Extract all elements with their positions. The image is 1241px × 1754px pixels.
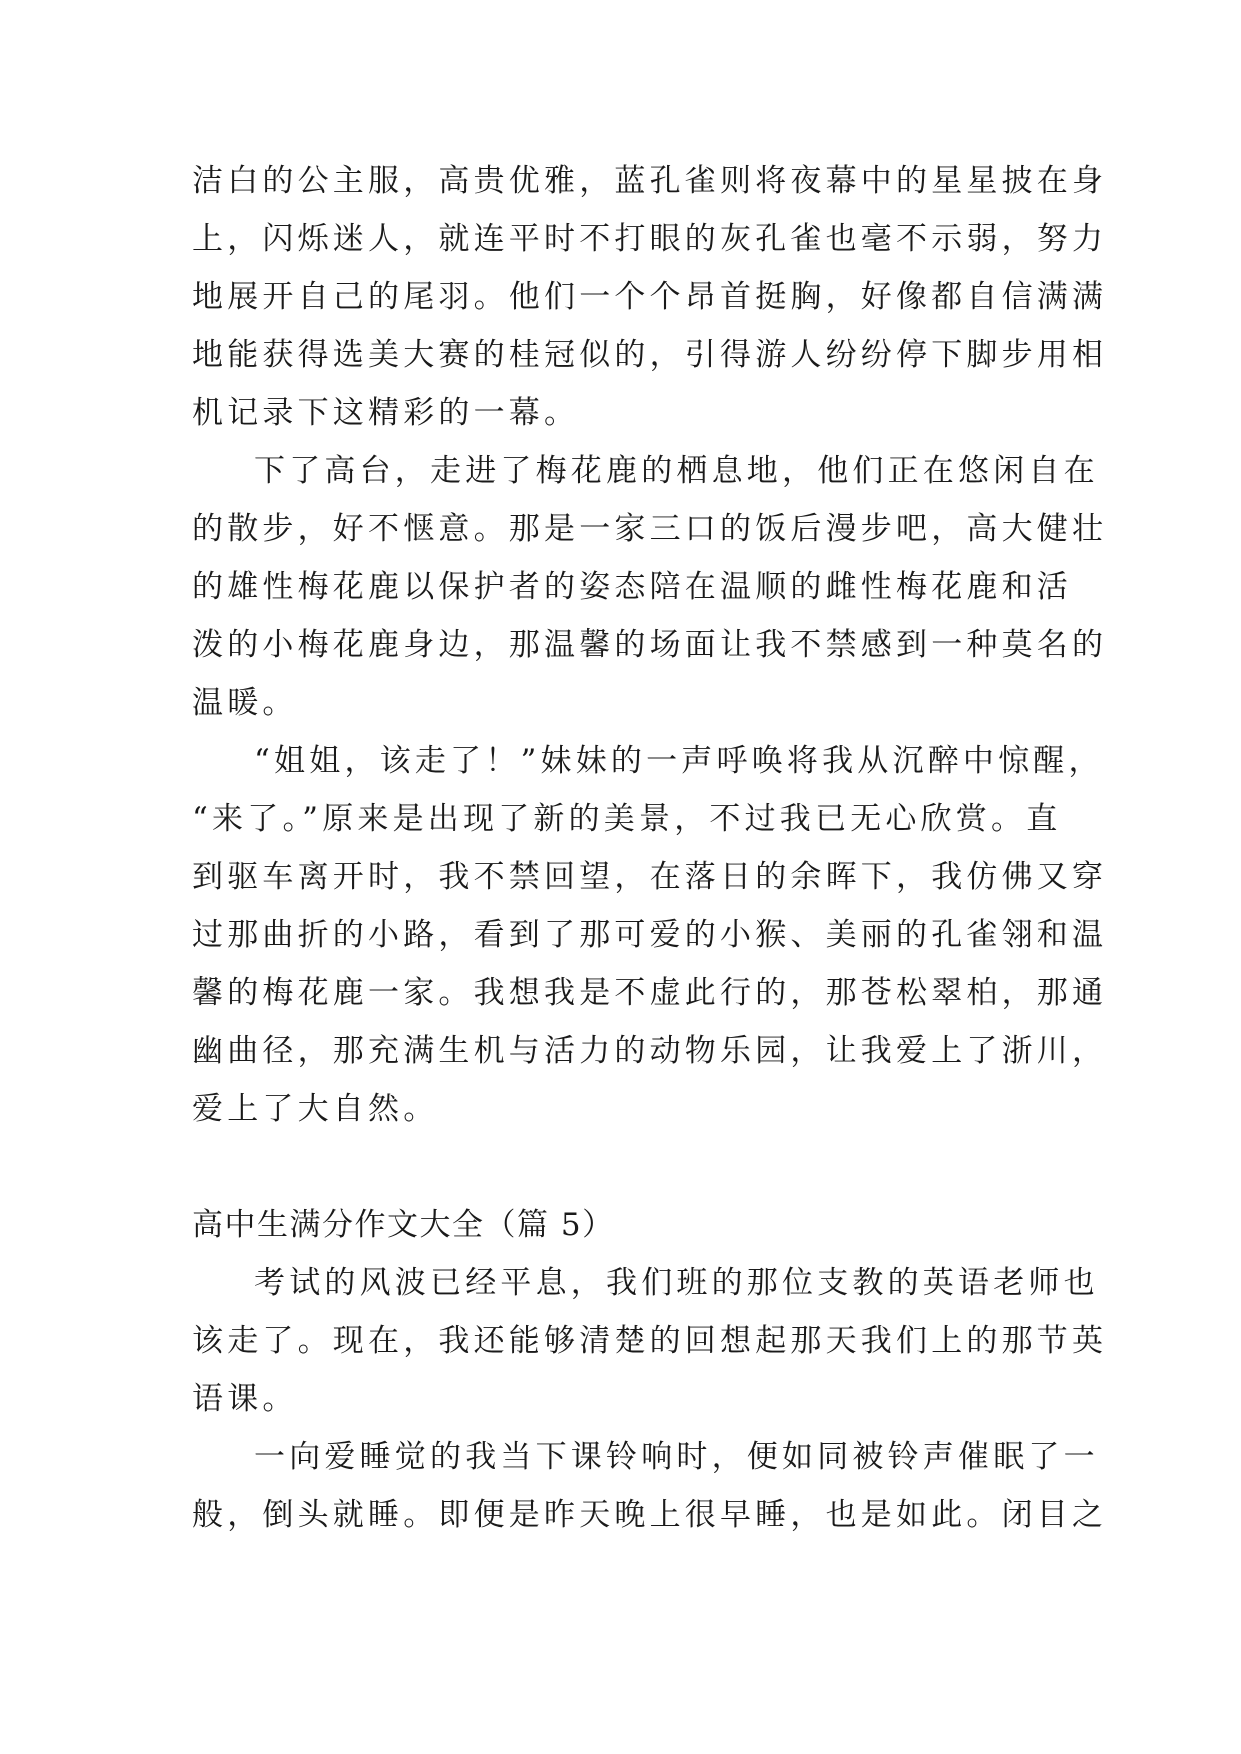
text-line: 般，倒头就睡。即便是昨天晚上很早睡，也是如此。闭目之 [192,1497,1108,1533]
text-line: 语课。 [192,1381,298,1417]
text-line: 温暖。 [192,685,298,721]
paragraph-first-line: 一向爱睡觉的我当下课铃响时，便如同被铃声催眠了一 [254,1439,1099,1475]
text-line: 洁白的公主服，高贵优雅，蓝孔雀则将夜幕中的星星披在身 [192,163,1108,199]
text-line: 过那曲折的小路，看到了那可爱的小猴、美丽的孔雀翎和温 [192,917,1108,953]
text-line: 的散步，好不惬意。那是一家三口的饭后漫步吧，高大健壮 [192,511,1108,547]
text-line: 地能获得选美大赛的桂冠似的，引得游人纷纷停下脚步用相 [192,337,1108,373]
text-line: 上，闪烁迷人，就连平时不打眼的灰孔雀也毫不示弱，努力 [192,221,1108,257]
text-line: 机记录下这精彩的一幕。 [192,395,580,431]
text-line: 该走了。现在，我还能够清楚的回想起那天我们上的那节英 [192,1323,1108,1359]
text-line: 到驱车离开时，我不禁回望，在落日的余晖下，我仿佛又穿 [192,859,1108,895]
text-line: 的雄性梅花鹿以保护者的姿态陪在温顺的雌性梅花鹿和活 [192,569,1072,605]
paragraph-first-line: “姐姐，该走了！”妹妹的一声呼唤将我从沉醉中惊醒， [254,743,1104,779]
text-line: “来了。”原来是出现了新的美景，不过我已无心欣赏。直 [192,801,1062,837]
text-line: 馨的梅花鹿一家。我想我是不虚此行的，那苍松翠柏，那通 [192,975,1108,1011]
paragraph-first-line: 下了高台，走进了梅花鹿的栖息地，他们正在悠闲自在 [254,453,1099,489]
section-heading: 高中生满分作文大全（篇 5） [192,1207,615,1243]
text-line: 泼的小梅花鹿身边，那温馨的场面让我不禁感到一种莫名的 [192,627,1108,663]
text-line: 幽曲径，那充满生机与活力的动物乐园，让我爱上了浙川， [192,1033,1108,1069]
text-line: 爱上了大自然。 [192,1091,439,1127]
text-line: 地展开自己的尾羽。他们一个个昂首挺胸，好像都自信满满 [192,279,1108,315]
paragraph-first-line: 考试的风波已经平息，我们班的那位支教的英语老师也 [254,1265,1099,1301]
